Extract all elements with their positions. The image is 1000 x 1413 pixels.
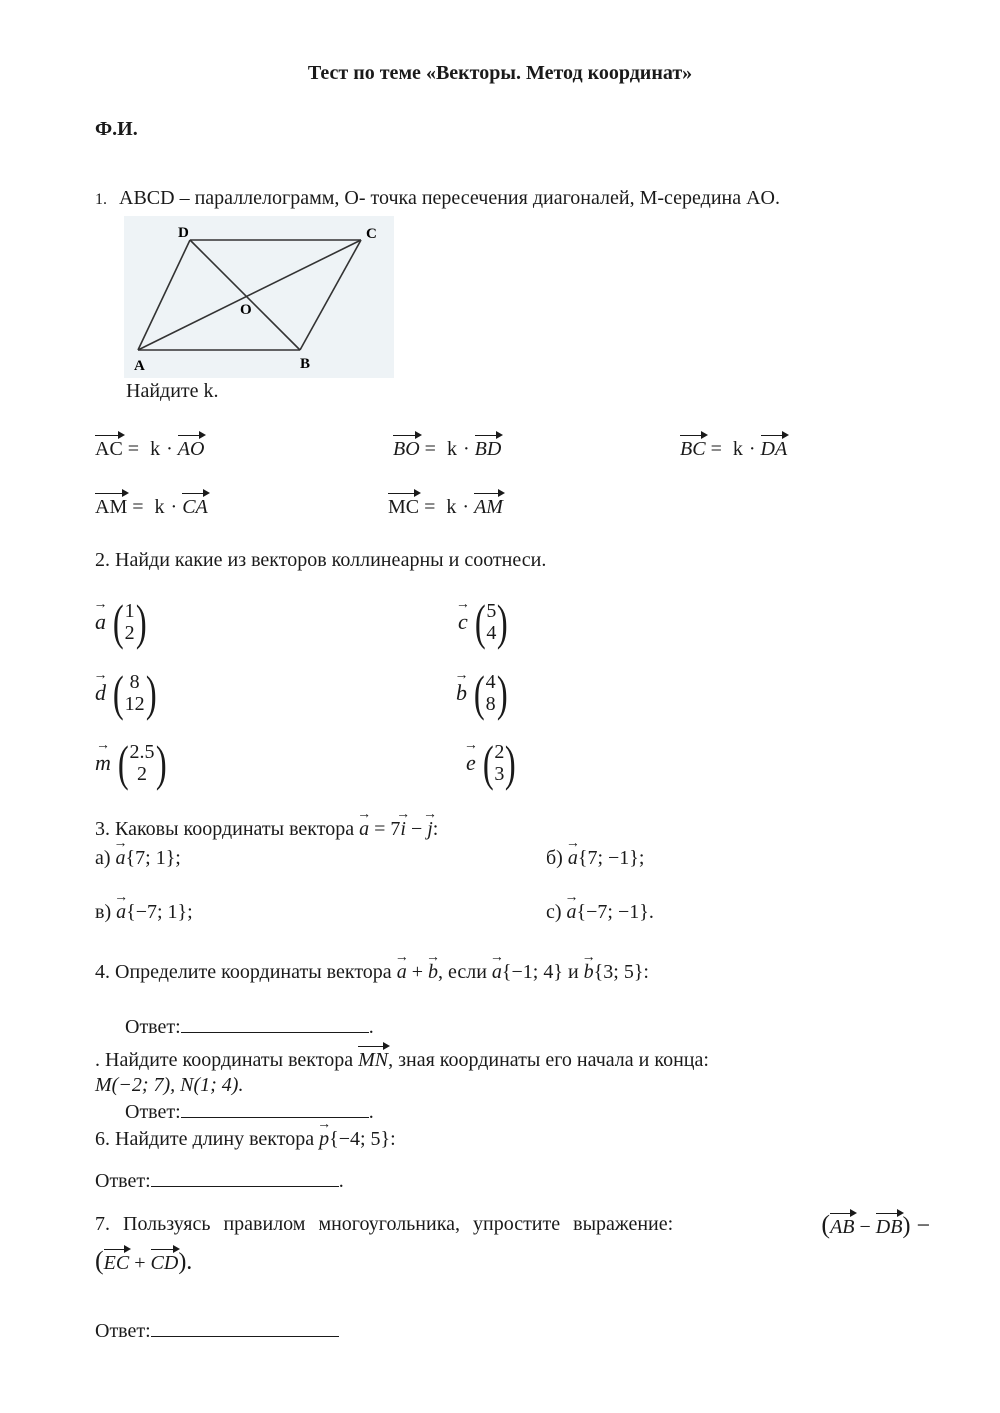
- vector-bc: BC: [680, 434, 706, 461]
- answer-end: .: [368, 1016, 374, 1038]
- q7-expression-part1: [821, 1212, 930, 1239]
- eq-sign: =: [710, 438, 722, 460]
- q6-coords: {−4; 5}:: [329, 1128, 396, 1150]
- equation-5: MC = k · AM: [388, 492, 503, 519]
- vector-c-column: c → ( 5 4 ): [458, 597, 511, 647]
- k-symbol: k: [446, 438, 457, 460]
- vector-e-x: 2: [494, 741, 505, 763]
- q5-question: . Найдите координаты вектора: [95, 1049, 354, 1071]
- vector-b-y: 8: [485, 693, 496, 715]
- q4-vector-b: b →: [428, 960, 438, 984]
- vertex-b-label: B: [300, 356, 311, 372]
- q3-text: [95, 817, 438, 841]
- option-vector: a →: [116, 900, 126, 924]
- vector-e-y: 3: [494, 763, 505, 785]
- vector-bo: BO: [393, 434, 420, 461]
- vector-d-column: d → ( 8 12 ): [95, 668, 159, 718]
- q4-vector-a2: a →: [492, 960, 502, 984]
- answer-end: .: [368, 1101, 374, 1123]
- k-symbol: k: [732, 438, 743, 460]
- q3-option-c: [95, 900, 193, 924]
- point-o-label: O: [240, 302, 252, 318]
- k-symbol: k: [154, 496, 165, 518]
- option-coords: {−7; −1}.: [576, 901, 654, 923]
- q7-expression-part2: [95, 1248, 192, 1275]
- name-label: Ф.И.: [95, 118, 138, 140]
- q4-b-coords: {3; 5}:: [593, 961, 649, 983]
- equation-3: BC = k · DA: [680, 434, 787, 461]
- q7-answer: [95, 1318, 339, 1343]
- answer-field[interactable]: [151, 1168, 339, 1187]
- option-vector: a →: [116, 846, 126, 870]
- vector-c-x: 5: [486, 600, 497, 622]
- vector-d-x: 8: [129, 671, 140, 693]
- eq-sign: =: [132, 496, 144, 518]
- q3-option-a: [95, 846, 181, 870]
- vector-e-name: e →: [466, 750, 476, 776]
- paren: ) −: [902, 1213, 930, 1239]
- vertex-a-label: A: [134, 358, 145, 374]
- q4-text: [95, 960, 649, 984]
- q3-colon: :: [432, 818, 439, 840]
- vector-m-column: m → ( 2.5 2 ): [95, 738, 169, 788]
- vector-ao: AO: [178, 434, 205, 461]
- equation-1: AC = k · AO: [95, 434, 204, 461]
- q7-vector-cd: CD: [151, 1248, 179, 1275]
- option-vector: a →: [567, 900, 577, 924]
- q7-text: [95, 1212, 930, 1239]
- vector-am-right: AM: [474, 492, 503, 519]
- equation-2: BO = k · BD: [393, 434, 501, 461]
- vector-c-y: 4: [486, 622, 497, 644]
- vector-m-name: m →: [95, 750, 111, 776]
- paren: (: [821, 1210, 831, 1239]
- q5-vector-mn: MN: [358, 1045, 388, 1072]
- q5-text: [95, 1045, 709, 1072]
- q5-answer: [125, 1099, 374, 1124]
- eq-sign: =: [127, 438, 140, 460]
- q5-points: M(−2; 7), N(1; 4).: [95, 1074, 244, 1096]
- q5-question-end: , зная координаты его начала и конца:: [388, 1049, 709, 1071]
- q7-plus: +: [129, 1252, 151, 1274]
- q4-answer: [125, 1014, 374, 1039]
- option-coords: {7; −1};: [577, 847, 645, 869]
- answer-field[interactable]: [181, 1099, 369, 1118]
- q3-option-d: [546, 900, 654, 924]
- option-coords: {7; 1};: [125, 847, 181, 869]
- eq-sign: =: [424, 496, 436, 518]
- q4-if: , если: [437, 961, 492, 983]
- paren: (: [95, 1246, 104, 1275]
- q1-number: 1.: [95, 191, 107, 208]
- k-symbol: k: [150, 438, 161, 460]
- q3-option-b: [546, 846, 644, 870]
- option-vector: a →: [568, 846, 578, 870]
- vector-ca: CA: [182, 492, 208, 519]
- q4-vector-a: a →: [397, 960, 407, 984]
- answer-end: .: [338, 1170, 344, 1192]
- q6-question: 6. Найдите длину вектора: [95, 1128, 315, 1150]
- vector-d-name: d →: [95, 680, 106, 706]
- parallelogram-figure: [124, 216, 394, 378]
- option-coords: {−7; 1};: [126, 901, 193, 923]
- vector-e-column: e → ( 2 3 ): [466, 738, 519, 788]
- vector-m-x: 2.5: [129, 741, 155, 763]
- option-label: а): [95, 847, 116, 869]
- q2-text: 2. Найди какие из векторов коллинеарны и соотнеси.: [95, 549, 547, 571]
- q1-statement: ABCD – параллелограмм, O- точка пересечения диагоналей, M-середина AO.: [119, 187, 780, 209]
- vertex-c-label: C: [366, 226, 377, 242]
- vector-da: DA: [761, 434, 788, 461]
- q6-vector-p: p →: [319, 1127, 329, 1151]
- q3-question: 3. Каковы координаты вектора: [95, 818, 355, 840]
- q7-vector-db: DB: [876, 1212, 903, 1239]
- vector-a-y: 2: [124, 622, 135, 644]
- q7-vector-ec: EC: [104, 1248, 130, 1275]
- q6-text: [95, 1127, 396, 1151]
- answer-field[interactable]: [151, 1318, 339, 1337]
- vector-am: AM: [95, 492, 127, 519]
- q3-expr-rhs: = 7: [369, 818, 401, 840]
- eq-sign: =: [424, 438, 436, 460]
- k-symbol: k: [446, 496, 457, 518]
- q4-plus: +: [406, 961, 428, 983]
- vector-m-y: 2: [137, 763, 148, 785]
- vector-b-column: b → ( 4 8 ): [456, 668, 510, 718]
- q6-answer: [95, 1168, 344, 1193]
- q1-text: [95, 186, 780, 212]
- vector-d-y: 12: [124, 693, 145, 715]
- vertex-d-label: D: [178, 225, 189, 241]
- q7-vector-ab: AB: [830, 1212, 854, 1239]
- option-label: в): [95, 901, 117, 923]
- answer-label: Ответ:: [95, 1170, 151, 1192]
- page-title: Тест по теме «Векторы. Метод координат»: [307, 62, 693, 84]
- vector-mc: MC: [388, 492, 419, 519]
- answer-label: Ответ:: [125, 1016, 181, 1038]
- option-label: с): [546, 901, 567, 923]
- q4-vector-b2: b →: [584, 960, 594, 984]
- vector-a-x: 1: [124, 600, 135, 622]
- vector-a-column: a → ( 1 2 ): [95, 597, 149, 647]
- paren: ).: [178, 1249, 193, 1275]
- q4-a-coords: {−1; 4}: [501, 961, 563, 983]
- vector-ac: AC: [95, 434, 123, 461]
- answer-field[interactable]: [181, 1014, 369, 1033]
- q3-vector-j: j →: [427, 817, 433, 841]
- q4-and: и: [562, 961, 584, 983]
- q1-find: Найдите k.: [126, 380, 219, 402]
- vector-a-name: a →: [95, 609, 106, 635]
- q7-question: 7. Пользуясь правилом многоугольника, упростите выражение:: [95, 1213, 674, 1235]
- vector-b-x: 4: [485, 671, 496, 693]
- q3-vector-i: i →: [400, 817, 406, 841]
- q4-question: 4. Определите координаты вектора: [95, 961, 392, 983]
- equation-4: AM = k · CA: [95, 492, 208, 519]
- q3-vector-a: a →: [359, 817, 369, 841]
- vector-bd: BD: [475, 434, 502, 461]
- q3-expr-minus: −: [405, 818, 428, 840]
- answer-label: Ответ:: [95, 1320, 151, 1342]
- vector-b-name: b →: [456, 680, 467, 706]
- vector-c-name: c →: [458, 609, 468, 635]
- option-label: б): [546, 847, 568, 869]
- answer-label: Ответ:: [125, 1101, 181, 1123]
- q7-minus: −: [854, 1216, 876, 1238]
